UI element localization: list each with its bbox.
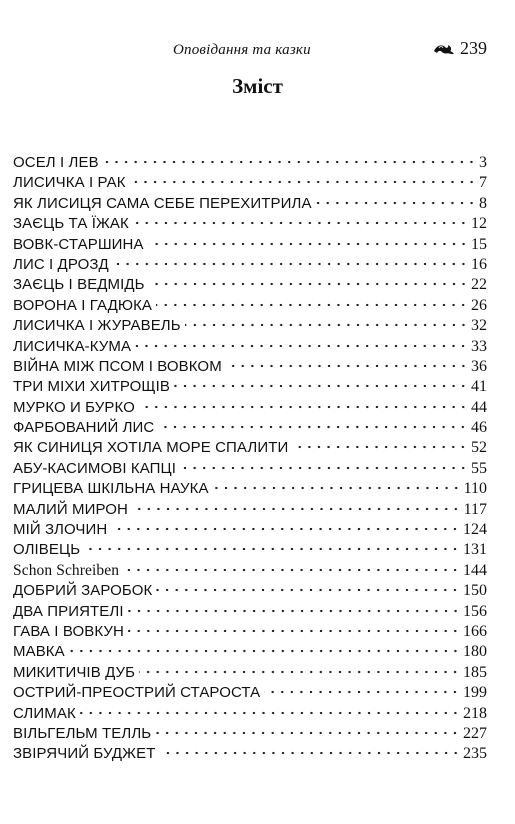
toc-entry-page: 235 (463, 745, 487, 763)
toc-entry-title: ЛИСИЧКА І РАК (13, 174, 126, 192)
running-header (0, 38, 515, 62)
dot-leader (103, 160, 476, 164)
dot-leader (113, 262, 468, 266)
toc-entry-title: ВІЙНА МІЖ ПСОМ І ВОВКОМ (13, 357, 222, 375)
toc-entry[interactable] (13, 459, 487, 479)
toc-entry-page: 22 (471, 276, 487, 294)
dot-leader (133, 221, 468, 225)
toc-entry-title: ЗАЄЦЬ І ВЕДМІДЬ (13, 276, 145, 294)
toc-entry-page: 26 (471, 296, 487, 314)
toc-entry-page: 3 (479, 154, 487, 171)
toc-entry-page: 185 (463, 663, 487, 681)
toc-entry[interactable] (13, 581, 487, 601)
toc-entry[interactable] (13, 622, 487, 642)
dot-leader (156, 303, 468, 307)
toc-entry[interactable] (13, 214, 487, 234)
toc-entry-page: 166 (463, 622, 487, 640)
dot-leader (174, 384, 468, 388)
toc-entry-title: АБУ-КАСИМОВІ КАПЦІ (13, 459, 176, 477)
dot-leader (128, 629, 460, 633)
toc-entry-page: 218 (463, 704, 487, 722)
toc-entry-page: 150 (463, 582, 487, 600)
dot-leader (80, 711, 460, 715)
dot-leader (160, 751, 461, 755)
toc-entry[interactable] (13, 438, 487, 458)
toc-entry[interactable] (13, 479, 487, 499)
toc-entry-page: 156 (463, 602, 487, 620)
toc-entry-page: 199 (463, 684, 487, 702)
toc-entry[interactable] (13, 255, 487, 275)
toc-entry[interactable] (13, 275, 487, 295)
toc-entry-page: 33 (471, 337, 487, 355)
toc-entry-title: МИКИТИЧІВ ДУБ (13, 663, 136, 681)
page-number-group (433, 38, 487, 59)
toc-entry[interactable] (13, 194, 487, 214)
toc-entry-page: 46 (471, 419, 487, 437)
dot-leader (226, 364, 468, 368)
toc-entry[interactable] (13, 724, 487, 744)
toc-entry-page: 44 (471, 398, 487, 416)
toc-entry[interactable] (13, 561, 487, 581)
toc-entry-title: ВОРОНА І ГАДЮКА (13, 296, 153, 314)
toc-entry-page: 12 (471, 215, 487, 233)
toc-entry[interactable] (13, 337, 487, 357)
toc-entry-page: 227 (463, 724, 487, 742)
dot-leader (155, 731, 460, 735)
toc-entry-title: СЛИМАК (13, 704, 76, 722)
dot-leader (292, 445, 468, 449)
toc-entry-title: МУРКО И БУРКО (13, 398, 135, 416)
toc-entry-title: ГРИЦЕВА ШКІЛЬНА НАУКА (13, 480, 209, 498)
toc-entry[interactable] (13, 602, 487, 622)
dot-leader (135, 344, 468, 348)
leaf-ornament-icon (433, 42, 455, 56)
page-number: 239 (460, 38, 487, 58)
dot-leader (128, 609, 460, 613)
dot-leader (148, 242, 468, 246)
table-of-contents (13, 153, 487, 765)
dot-leader (156, 588, 460, 592)
book-title: Оповідання та казки (173, 42, 311, 58)
toc-entry[interactable] (13, 418, 487, 438)
toc-entry-page: 7 (479, 174, 487, 192)
dot-leader (149, 282, 468, 286)
toc-entry-page: 124 (463, 521, 487, 539)
toc-entry-title: ДОБРИЙ ЗАРОБОК (13, 582, 153, 600)
toc-entry-title: ДВА ПРИЯТЕЛІ (13, 602, 124, 620)
toc-entry[interactable] (13, 540, 487, 560)
toc-entry-title: ВІЛЬГЕЛЬМ ТЕЛЛЬ (13, 724, 152, 742)
toc-entry[interactable] (13, 377, 487, 397)
toc-entry-title: ЛИСИЧКА І ЖУРАВЕЛЬ (13, 317, 181, 335)
toc-entry-page: 180 (463, 643, 487, 661)
dot-leader (264, 690, 460, 694)
toc-entry[interactable] (13, 683, 487, 703)
dot-leader (185, 323, 468, 327)
toc-entry-page: 131 (463, 541, 487, 559)
toc-entry-title: ОСЕЛ І ЛЕВ (13, 154, 99, 171)
dot-leader (180, 466, 468, 470)
toc-entry-page: 16 (471, 255, 487, 273)
dot-leader (84, 547, 460, 551)
dot-leader (123, 568, 460, 572)
toc-entry-title: ОСТРИЙ-ПРЕОСТРИЙ СТАРОСТА (13, 684, 261, 702)
toc-entry-title: МАЛИЙ МИРОН (13, 500, 128, 518)
toc-entry-title: ОЛІВЕЦЬ (13, 541, 81, 559)
toc-entry-page: 55 (471, 459, 487, 477)
toc-entry-title: Schon Schreiben (13, 561, 120, 579)
toc-entry[interactable] (13, 296, 487, 316)
toc-entry-title: ВОВК-СТАРШИНА (13, 235, 144, 253)
dot-leader (69, 649, 460, 653)
dot-leader (130, 180, 476, 184)
toc-entry[interactable] (13, 173, 487, 193)
toc-entry[interactable] (13, 357, 487, 377)
toc-entry[interactable] (13, 500, 487, 520)
dot-leader (139, 405, 468, 409)
toc-entry-title: ЛИСИЧКА-КУМА (13, 337, 132, 355)
toc-entry-page: 144 (463, 561, 487, 579)
toc-entry-page: 117 (463, 500, 487, 518)
toc-entry-title: ЛИС І ДРОЗД (13, 255, 109, 273)
toc-entry-title: ФАРБОВАНИЙ ЛИС (13, 419, 155, 437)
toc-entry[interactable] (13, 704, 487, 724)
toc-entry-title: МІЙ ЗЛОЧИН (13, 521, 108, 539)
toc-entry-page: 15 (471, 235, 487, 253)
toc-entry[interactable] (13, 153, 487, 173)
toc-entry-title: ЗВІРЯЧИЙ БУДЖЕТ (13, 745, 156, 763)
toc-entry[interactable] (13, 235, 487, 255)
toc-entry-title: ТРИ МІХИ ХИТРОЩІВ (13, 378, 170, 396)
contents-heading: Зміст (232, 74, 283, 98)
toc-entry-title: МАВКА (13, 643, 65, 661)
dot-leader (139, 670, 460, 674)
toc-entry[interactable] (13, 663, 487, 683)
toc-entry-title: ЯК СИНИЦЯ ХОТІЛА МОРЕ СПАЛИТИ (13, 439, 289, 457)
dot-leader (158, 425, 468, 429)
toc-entry-page: 52 (471, 439, 487, 457)
toc-entry[interactable] (13, 520, 487, 540)
toc-entry-page: 110 (463, 480, 487, 498)
toc-entry-title: ЗАЄЦЬ ТА ЇЖАК (13, 215, 129, 233)
toc-entry-page: 32 (471, 317, 487, 335)
toc-entry-page: 41 (471, 378, 487, 396)
dot-leader (316, 201, 476, 205)
dot-leader (132, 507, 461, 511)
toc-entry[interactable] (13, 642, 487, 662)
toc-entry[interactable] (13, 398, 487, 418)
dot-leader (213, 486, 461, 490)
toc-entry[interactable] (13, 316, 487, 336)
toc-entry-title: ГАВА І ВОВКУН (13, 622, 124, 640)
toc-entry[interactable] (13, 744, 487, 764)
toc-entry-page: 36 (471, 357, 487, 375)
toc-entry-title: ЯК ЛИСИЦЯ САМА СЕБЕ ПЕРЕХИТРИЛА (13, 194, 312, 212)
toc-entry-page: 8 (479, 194, 487, 212)
dot-leader (111, 527, 460, 531)
